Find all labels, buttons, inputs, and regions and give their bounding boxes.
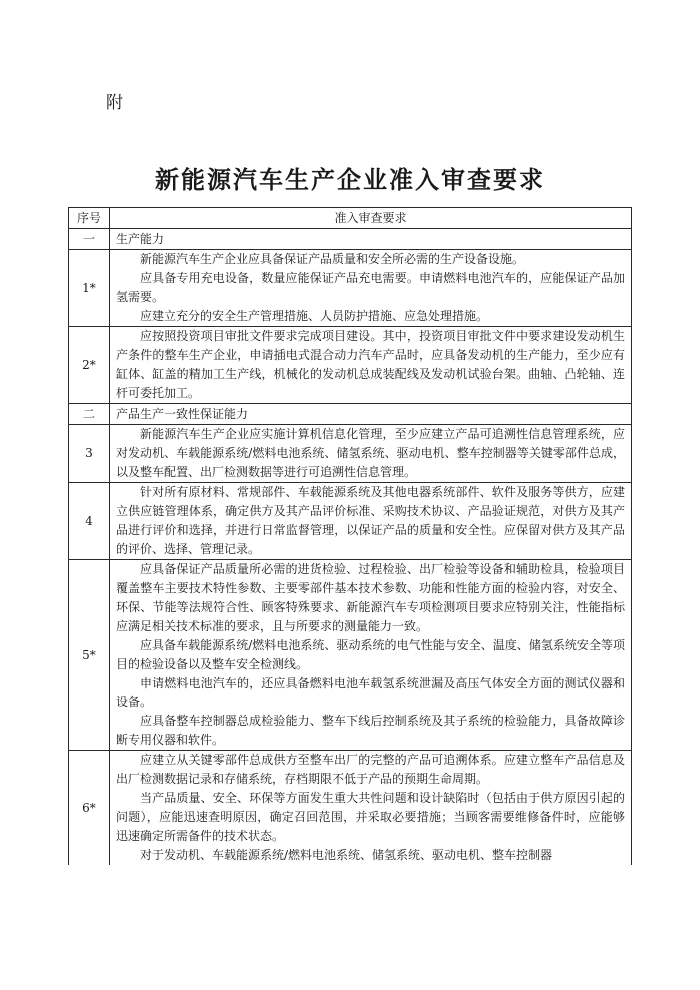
section-row [69, 229, 632, 250]
requirement-row [69, 425, 632, 483]
row-serial-no: 3 [69, 425, 110, 483]
document-title: 新能源汽车生产企业准入审查要求 [155, 165, 545, 194]
row-serial-no: 2* [69, 327, 110, 404]
requirement-content [110, 425, 632, 483]
requirement-paragraph: 新能源汽车生产企业应实施计算机信息化管理，至少应建立产品可追溯性信息管理系统，应对发动机、车载能源系统/燃料电池系统、储氢系统、驱动电机、整车控制器等关键零部件总成，以及整车配置、出厂检测数据等进行可追溯性信息管理。 [116, 427, 625, 479]
requirement-paragraph: 应具备整车控制器总成检验能力、整车下线后控制系统及其子系统的检验能力，具备故障诊断专用仪器和软件。 [116, 714, 625, 747]
requirement-content [110, 751, 632, 866]
requirement-content [110, 560, 632, 751]
requirement-paragraph: 申请燃料电池汽车的，还应具备燃料电池车载氢系统泄漏及高压气体安全方面的测试仪器和设备。 [116, 676, 625, 709]
requirement-paragraph: 新能源汽车生产企业应具备保证产品质量和安全所必需的生产设备设施。 [140, 252, 525, 266]
requirement-paragraph: 应具备车载能源系统/燃料电池系统、驱动系统的电气性能与安全、温度、储氢系统安全等项目的检验设备以及整车安全检测线。 [116, 638, 625, 671]
requirement-row [69, 483, 632, 560]
requirement-paragraph: 应具备专用充电设备，数量应能保证产品充电需要。申请燃料电池汽车的，应能保证产品加氢需要。 [116, 271, 625, 304]
requirement-paragraph: 对于发动机、车载能源系统/燃料电池系统、储氢系统、驱动电机、整车控制器 [140, 848, 553, 862]
table-header-row [69, 208, 632, 229]
requirement-row [69, 751, 632, 866]
header-requirements: 准入审查要求 [110, 208, 632, 229]
requirements-table [68, 207, 632, 865]
row-serial-no: 1* [69, 250, 110, 327]
requirement-content [110, 250, 632, 327]
requirement-paragraph: 应按照投资项目审批文件要求完成项目建设。其中，投资项目审批文件中要求建设发动机生产条件的整车生产企业，申请插电式混合动力汽车产品时，应具备发动机的生产能力，至少应有缸体、缸盖的精加工生产线，机械化的发动机总成装配线及发动机试验台架。曲轴、凸轮轴、连杆可委托加工。 [116, 329, 625, 400]
row-serial-no: 6* [69, 751, 110, 866]
requirement-paragraph: 应具备保证产品质量所必需的进货检验、过程检验、出厂检验等设备和辅助检具，检验项目覆盖整车主要技术特性参数、主要零部件基本技术参数、功能和性能方面的检验内容，对安全、环保、节能等法规符合性、顾客特殊要求、新能源汽车专项检测项目要求应特别关注，性能指标应满足相关技术标准的要求，且与所要求的测量能力一致。 [116, 562, 625, 633]
section-title: 生产能力 [110, 229, 632, 250]
requirements-table-body [69, 208, 632, 866]
section-row [69, 404, 632, 425]
requirement-row [69, 250, 632, 327]
requirement-paragraph: 当产品质量、安全、环保等方面发生重大共性问题和设计缺陷时（包括由于供方原因引起的问题），应能迅速查明原因，确定召回范围，并采取必要措施；当顾客需要维修备件时，应能够迅速确定所需备件的技术状态。 [116, 791, 625, 843]
requirement-paragraph: 应建立从关键零部件总成供方至整车出厂的完整的产品可追溯体系。应建立整车产品信息及出厂检测数据记录和存储系统，存档期限不低于产品的预期生命周期。 [116, 753, 625, 786]
annex-label: 附 [106, 93, 123, 113]
row-serial-no: 一 [69, 229, 110, 250]
requirement-paragraph: 应建立充分的安全生产管理措施、人员防护措施、应急处理措施。 [140, 309, 489, 323]
requirement-paragraph: 针对所有原材料、常规部件、车载能源系统及其他电器系统部件、软件及服务等供方，应建立供应链管理体系，确定供方及其产品评价标准、采购技术协议、产品验证规范，对供方及其产品进行评价和选择，并进行日常监督管理，以保证产品的质量和安全性。应保留对供方及其产品的评价、选择、管理记录。 [116, 485, 625, 556]
section-title: 产品生产一致性保证能力 [110, 404, 632, 425]
requirement-row [69, 560, 632, 751]
requirement-content [110, 483, 632, 560]
header-serial-no: 序号 [69, 208, 110, 229]
requirement-row [69, 327, 632, 404]
requirement-content [110, 327, 632, 404]
row-serial-no: 4 [69, 483, 110, 560]
row-serial-no: 二 [69, 404, 110, 425]
row-serial-no: 5* [69, 560, 110, 751]
